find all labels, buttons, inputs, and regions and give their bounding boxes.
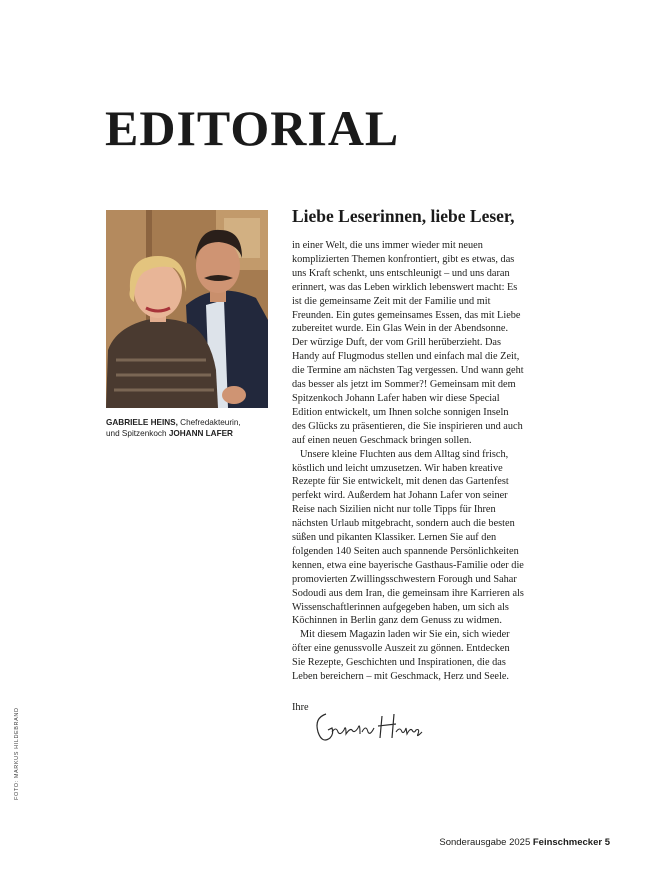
editorial-body [292, 239, 524, 684]
closing-word: Ihre [292, 702, 309, 713]
paragraph-1: in einer Welt, die uns immer wieder mit neuen komplizierten Themen konfrontiert, gibt es etwas, das uns Kraft schenkt, uns entschleunigt – und uns daran erinnert, was das Leben wirklich lebenswert macht: Es ist die gemeinsame Zeit mit der Familie und mit Freunden. Ein gutes gemeinsames Essen, das mit Liebe zubereitet wurde. Ein Glas Wein in der Abendsonne. Der würzige Duft, der vom Grill herüberzieht. Das Handy auf Flugmodus stellen und einfach mal die Zeit, die Termine am nächsten Tag vergessen. Und wann geht das besser als jetzt im Sommer?! Gemeinsam mit dem Spitzenkoch Johann Lafer haben wir diese Special Edition entwickelt, um Ihnen solche sonnigen Inseln des Glücks zu präsentieren, die Sie inspirieren und auch auf einen neuen Geschmack bringen sollen. [292, 240, 524, 446]
handwritten-signature [312, 704, 432, 753]
caption-name-johann: JOHANN LAFER [168, 428, 233, 438]
caption-line2: und Spitzenkoch [106, 428, 169, 438]
paragraph-2: Unsere kleine Fluchten aus dem Alltag sind frisch, köstlich und leicht umzusetzen. Wir haben kreative Rezepte für Sie entwickelt, mit denen das Gartenfest perfekt wird. Außerdem hat Johann Lafer von seiner Reise nach Sizilien nicht nur tolle Tipps für Ihren nächsten Urlaub mitgebracht, sondern auch die besten süßen und pikanten Klassiker. Lernen Sie auf den folgenden 140 Seiten auch spannende Persönlichkeiten kennen, etwa eine bayerische Gasthaus-Familie oder die promovierten Zwillingsschwestern Forough und Sahar Sodoudi aus dem Iran, die gemeinsam ihre Karrieren als Wissenschaftlerinnen aufgegeben haben, um sich als Köchinnen in Berlin ganz dem Genuss zu widmen. [292, 448, 524, 627]
page-footer [439, 837, 610, 848]
magazine-name: Feinschmecker [532, 837, 603, 848]
page-number: 5 [604, 837, 610, 848]
issue-label: Sonderausgabe 2025 [439, 837, 531, 848]
caption-role: Chefredakteurin, [177, 418, 241, 427]
paragraph-3: Mit diesem Magazin laden wir Sie ein, sich wieder öfter eine genussvolle Auszeit zu gönnen. Entdecken Sie Rezepte, Geschichten und Inspirationen, die das Leben bereichern – mit Geschmack, Herz und Seele. [292, 629, 510, 683]
photo-credit: FOTO: MARKUS HILDEBRAND [14, 707, 20, 800]
portrait-photo [106, 210, 268, 408]
page-title: EDITORIAL [105, 100, 400, 156]
greeting-heading: Liebe Leserinnen, liebe Leser, [292, 206, 515, 226]
caption-name-gabriele: GABRIELE HEINS, [106, 418, 178, 427]
photo-caption [106, 418, 276, 439]
